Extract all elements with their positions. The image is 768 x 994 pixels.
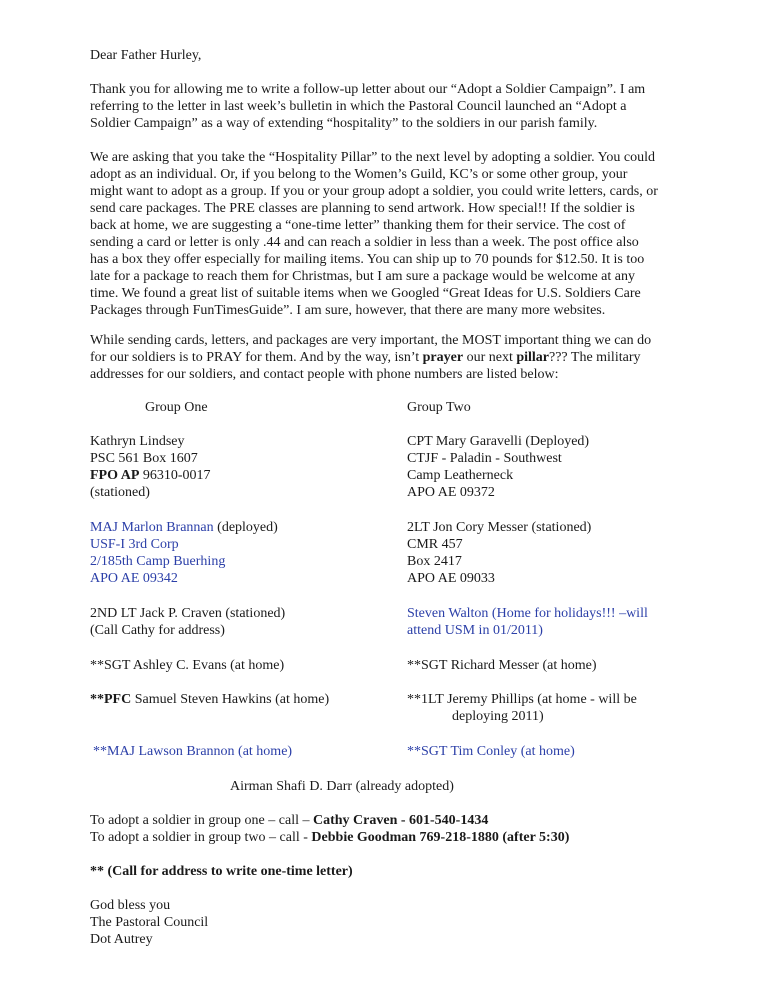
para2-line: back at home, we are suggesting a “one-time letter” thanking them for their service. The cost of [90, 218, 626, 233]
para2-line: send care packages. The PRE classes are planning to send artwork. How special!! If the soldier is [90, 201, 635, 216]
para2-line: sending a card or letter is only .44 and can reach a soldier in less than a week. The post office also [90, 235, 639, 250]
soldier-status: (stationed) [90, 485, 150, 500]
para2-line: We are asking that you take the “Hospitality Pillar” to the next level by adopting a soldier. You could [90, 150, 655, 165]
para1-line: Soldier Campaign” as a way of extending “hospitality” to the soldiers in our parish family. [90, 116, 598, 131]
soldier-address: Box 2417 [407, 554, 462, 569]
soldier-name: Steven Walton (Home for holidays!!! –will [407, 606, 648, 621]
soldier-address: Camp Leatherneck [407, 468, 514, 483]
soldier-name: **1LT Jeremy Phillips (at home - will be [407, 692, 637, 707]
para3-line: addresses for our soldiers, and contact people with phone numbers are listed below: [90, 367, 559, 382]
soldier-name: **SGT Ashley C. Evans (at home) [90, 658, 285, 673]
group-two-heading: Group Two [407, 400, 471, 415]
soldier-name: 2LT Jon Cory Messer (stationed) [407, 520, 592, 535]
para2-line: has a box they offer especially for mailing items. You can ship up to 70 pounds for $12.50. It is too [90, 252, 645, 267]
signature: Dot Autrey [90, 932, 153, 947]
soldier-address: USF-I 3rd Corp [90, 537, 179, 552]
soldier-address: 2/185th Camp Buerhing [90, 554, 226, 569]
soldier-name: **PFC Samuel Steven Hawkins (at home) [90, 692, 330, 707]
soldier-address: CMR 457 [407, 537, 463, 552]
salutation: Dear Father Hurley, [90, 48, 202, 63]
soldier-note: (Call Cathy for address) [90, 623, 225, 638]
soldier-name: Kathryn Lindsey [90, 434, 185, 449]
closing-line: God bless you [90, 898, 171, 913]
contact-line: To adopt a soldier in group one – call – Cathy Craven - 601-540-1434 [90, 813, 489, 828]
para2-line: might want to adopt as a group. If you or your group adopt a soldier, you could write letters, cards, or [90, 184, 658, 199]
soldier-name: 2ND LT Jack P. Craven (stationed) [90, 606, 286, 621]
soldier-name: **SGT Richard Messer (at home) [407, 658, 597, 673]
soldier-address: CTJF - Paladin - Southwest [407, 451, 562, 466]
para3-line: for our soldiers is to PRAY for them. And by the way, isn’t prayer our next pillar??? The military [90, 350, 641, 365]
soldier-note: deploying 2011) [452, 709, 544, 724]
soldier-name: CPT Mary Garavelli (Deployed) [407, 434, 590, 449]
para2-line: time. We found a great list of suitable items when we Googled “Great Ideas for U.S. Soldiers Care [90, 286, 641, 301]
para3-line: While sending cards, letters, and packages are very important, the MOST important thing we can do [90, 333, 652, 348]
soldier-address: APO AE 09342 [90, 571, 178, 586]
address-note: ** (Call for address to write one-time letter) [90, 864, 353, 879]
soldier-name: **SGT Tim Conley (at home) [407, 744, 575, 759]
para2-line: Packages through FunTimesGuide”. I am sure, however, that there are many more websites. [90, 303, 606, 318]
soldier-name: **MAJ Lawson Brannon (at home) [93, 744, 293, 759]
para2-line: late for a package to reach them for Christmas, but I am sure a package would be welcome at any [90, 269, 636, 284]
soldier-address: FPO AP 96310-0017 [90, 468, 211, 483]
para1-line: Thank you for allowing me to write a follow-up letter about our “Adopt a Soldier Campaign”. I am [90, 82, 646, 97]
soldier-note: attend USM in 01/2011) [407, 623, 543, 638]
para2-line: adopt as an individual. Or, if you belong to the Women’s Guild, KC’s or some other group, your [90, 167, 628, 182]
soldier-address: APO AE 09372 [407, 485, 495, 500]
para1-line: referring to the letter in last week’s bulletin in which the Pastoral Council launched an “Adopt a [90, 99, 627, 114]
soldier-address: APO AE 09033 [407, 571, 495, 586]
group-one-heading: Group One [145, 400, 208, 415]
closing-line: The Pastoral Council [90, 915, 209, 930]
soldier-address: PSC 561 Box 1607 [90, 451, 198, 466]
contact-line: To adopt a soldier in group two – call - Debbie Goodman 769-218-1880 (after 5:30) [90, 830, 570, 845]
airman-line: Airman Shafi D. Darr (already adopted) [230, 779, 454, 794]
soldier-name: MAJ Marlon Brannan (deployed) [90, 520, 278, 535]
